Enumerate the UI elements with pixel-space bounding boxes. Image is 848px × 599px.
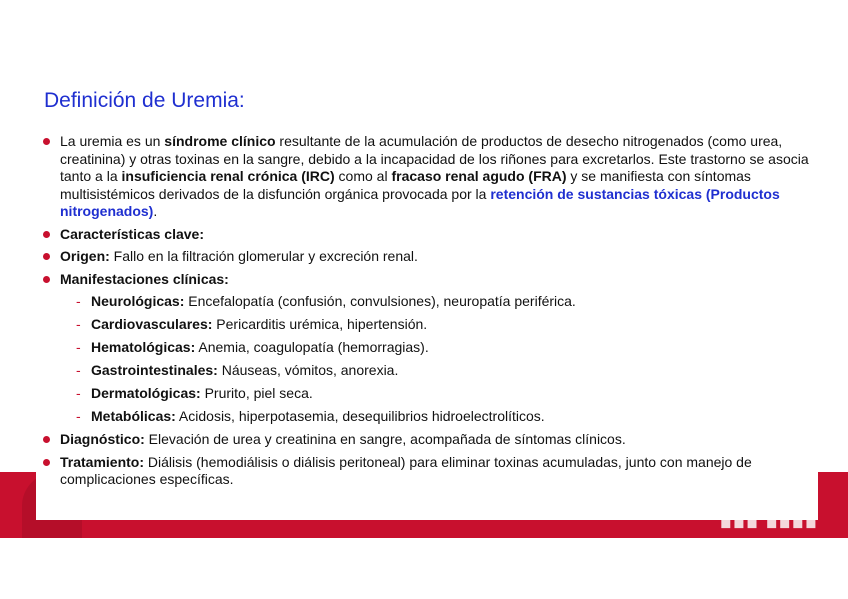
sub-item-label: Cardiovasculares: bbox=[91, 316, 213, 332]
bold-term: fracaso renal agudo (FRA) bbox=[391, 168, 567, 184]
bullet-text: Diálisis (hemodiálisis o diálisis peritoneal) para eliminar toxinas acumuladas, junto con manejo de complicaciones específicas. bbox=[60, 453, 752, 487]
bullet-dot bbox=[43, 459, 50, 466]
sub-item-text: Prurito, piel seca. bbox=[200, 385, 313, 401]
bullet-label: Manifestaciones clínicas: bbox=[60, 270, 229, 287]
bullet-text: Fallo en la filtración glomerular y excreción renal. bbox=[109, 248, 418, 264]
bullet-definition bbox=[42, 133, 812, 221]
content bbox=[42, 133, 812, 494]
bold-term: insuficiencia renal crónica (IRC) bbox=[121, 168, 335, 184]
dash-marker: - bbox=[76, 385, 81, 401]
sub-item bbox=[42, 362, 812, 380]
text: como al bbox=[334, 168, 392, 184]
bold-term: síndrome clínico bbox=[164, 133, 276, 149]
bullet-tratamiento bbox=[42, 454, 812, 489]
slide-title: Definición de Uremia: bbox=[44, 89, 245, 112]
dash-marker: - bbox=[76, 293, 81, 309]
bullet-text: Elevación de urea y creatinina en sangre, acompañada de síntomas clínicos. bbox=[144, 431, 626, 447]
bullet-label: Origen: bbox=[60, 248, 110, 264]
sub-item-text: Anemia, coagulopatía (hemorragias). bbox=[195, 339, 429, 355]
sub-item-label: Neurológicas: bbox=[91, 293, 185, 309]
sub-item-text: Pericarditis urémica, hipertensión. bbox=[212, 316, 428, 332]
sub-item-label: Metabólicas: bbox=[91, 408, 176, 424]
sub-item-text: Encefalopatía (confusión, convulsiones), neuropatía periférica. bbox=[184, 293, 576, 309]
sub-item bbox=[42, 408, 812, 426]
sub-item-label: Dermatológicas: bbox=[91, 385, 201, 401]
bullet-caracteristicas bbox=[42, 226, 812, 244]
text: . bbox=[153, 203, 158, 219]
bullet-label: Características clave: bbox=[60, 225, 204, 242]
sub-item bbox=[42, 316, 812, 334]
dash-marker: - bbox=[76, 362, 81, 378]
bullet-origen bbox=[42, 248, 812, 266]
bullet-dot bbox=[43, 436, 50, 443]
bullet-label: Tratamiento: bbox=[60, 453, 145, 470]
bullet-dot bbox=[43, 231, 50, 238]
sub-item bbox=[42, 339, 812, 357]
dash-marker: - bbox=[76, 316, 81, 332]
text: La uremia es un bbox=[60, 133, 165, 149]
bullet-dot bbox=[43, 138, 50, 145]
text: y se manifiesta con síntomas multisistémicos derivados de la disfunción orgánica provocada por la bbox=[60, 168, 751, 202]
bullet-manifestaciones bbox=[42, 271, 812, 289]
sub-item-label: Hematológicas: bbox=[91, 339, 196, 355]
dash-marker: - bbox=[76, 339, 81, 355]
highlight-term: retención de sustancias tóxicas (Productos nitrogenados) bbox=[60, 185, 780, 219]
sub-item bbox=[42, 293, 812, 311]
bullet-dot bbox=[43, 253, 50, 260]
text: resultante de la acumulación de productos de desecho nitrogenados (como urea, creatinina) y otras toxinas en la sangre, debido a la incapacidad de los riñones para excretarlos. Este trastorno se asocia tanto a la bbox=[60, 133, 809, 184]
sub-item-text: Acidosis, hiperpotasemia, desequilibrios hidroelectrolíticos. bbox=[175, 408, 545, 424]
sub-item-text: Náuseas, vómitos, anorexia. bbox=[217, 362, 399, 378]
bullet-label: Diagnóstico: bbox=[60, 431, 145, 447]
bullet-diagnostico bbox=[42, 431, 812, 449]
dash-marker: - bbox=[76, 408, 81, 424]
bullet-dot bbox=[43, 276, 50, 283]
sub-item-label: Gastrointestinales: bbox=[91, 362, 218, 378]
sub-item bbox=[42, 385, 812, 403]
